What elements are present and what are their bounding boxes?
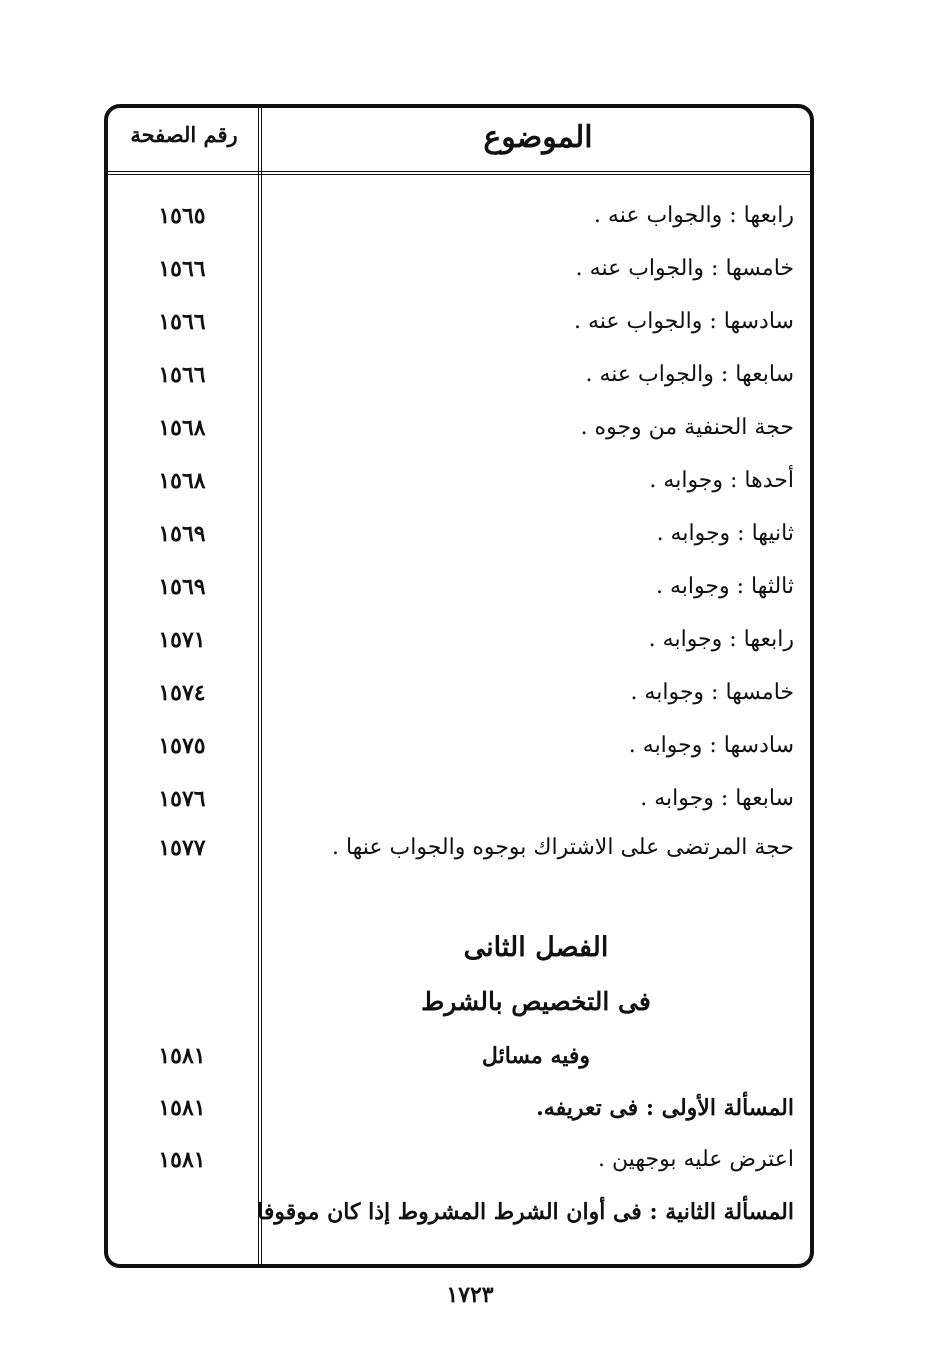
row-topic: حجة الحنفية من وجوه . (580, 415, 794, 440)
row-topic: المسألة الثانية : فى أوان الشرط المشروط إذا كان موقوفا (257, 1199, 794, 1225)
header-page-number: رقم الصفحة (130, 122, 238, 147)
header-rule (108, 171, 810, 175)
table-row (108, 508, 810, 560)
table-row (108, 296, 810, 348)
row-topic: وفيه مسائل (481, 1043, 591, 1069)
section-subtitle: فى التخصيص بالشرط (421, 987, 651, 1016)
table-row (108, 455, 810, 507)
row-topic: سادسها : وجوابه . (628, 733, 794, 758)
row-page: ١٥٨١ (158, 1147, 206, 1173)
row-page: ١٥٦٦ (158, 362, 206, 388)
section-title: الفصل الثانى (463, 932, 609, 963)
row-topic: ثالثها : وجوابه . (655, 574, 794, 599)
table-row (108, 190, 810, 242)
table-row (108, 1134, 810, 1186)
table-row (108, 667, 810, 719)
row-topic: سابعها : والجواب عنه . (585, 362, 794, 387)
row-page: ١٥٦٨ (158, 468, 206, 494)
table-row (108, 349, 810, 401)
row-page: ١٥٧٧ (158, 835, 206, 861)
row-topic: اعترض عليه بوجهين . (597, 1147, 794, 1172)
table-row (108, 561, 810, 613)
row-topic: ثانيها : وجوابه . (656, 521, 794, 546)
table-row (108, 773, 810, 825)
page-number: ١٧٢٣ (446, 1282, 494, 1308)
row-page: ١٥٧٤ (158, 680, 206, 706)
table-row (108, 1186, 810, 1238)
row-page: ١٥٧٦ (158, 786, 206, 812)
row-topic: أحدها : وجوابه . (649, 468, 794, 493)
row-topic: خامسها : والجواب عنه . (575, 256, 794, 281)
row-page (108, 1186, 256, 1238)
row-page: ١٥٨١ (158, 1043, 206, 1069)
table-row (108, 822, 810, 874)
row-page: ١٥٦٥ (158, 203, 206, 229)
row-page: ١٥٦٩ (158, 521, 206, 547)
table-row (108, 720, 810, 772)
row-page: ١٥٧١ (158, 627, 206, 653)
table-row (108, 1030, 810, 1082)
table-row (108, 402, 810, 454)
row-topic: رابعها : وجوابه . (648, 627, 794, 652)
table-row (108, 614, 810, 666)
row-page: ١٥٧٥ (158, 733, 206, 759)
row-page: ١٥٦٦ (158, 309, 206, 335)
row-topic: سادسها : والجواب عنه . (574, 309, 794, 334)
header-topic: الموضوع (483, 120, 593, 155)
table-row (108, 1082, 810, 1134)
row-topic: رابعها : والجواب عنه . (593, 203, 794, 228)
row-page: ١٥٨١ (158, 1095, 206, 1121)
row-page: ١٥٦٦ (158, 256, 206, 282)
table-row (108, 243, 810, 295)
row-page: ١٥٦٩ (158, 574, 206, 600)
row-topic: سابعها : وجوابه . (640, 786, 794, 811)
row-page: ١٥٦٨ (158, 415, 206, 441)
row-topic: المسألة الأولى : فى تعريفه. (536, 1095, 794, 1121)
row-topic: خامسها : وجوابه . (630, 680, 794, 705)
row-topic: حجة المرتضى على الاشتراك بوجوه والجواب عنها . (331, 835, 794, 860)
